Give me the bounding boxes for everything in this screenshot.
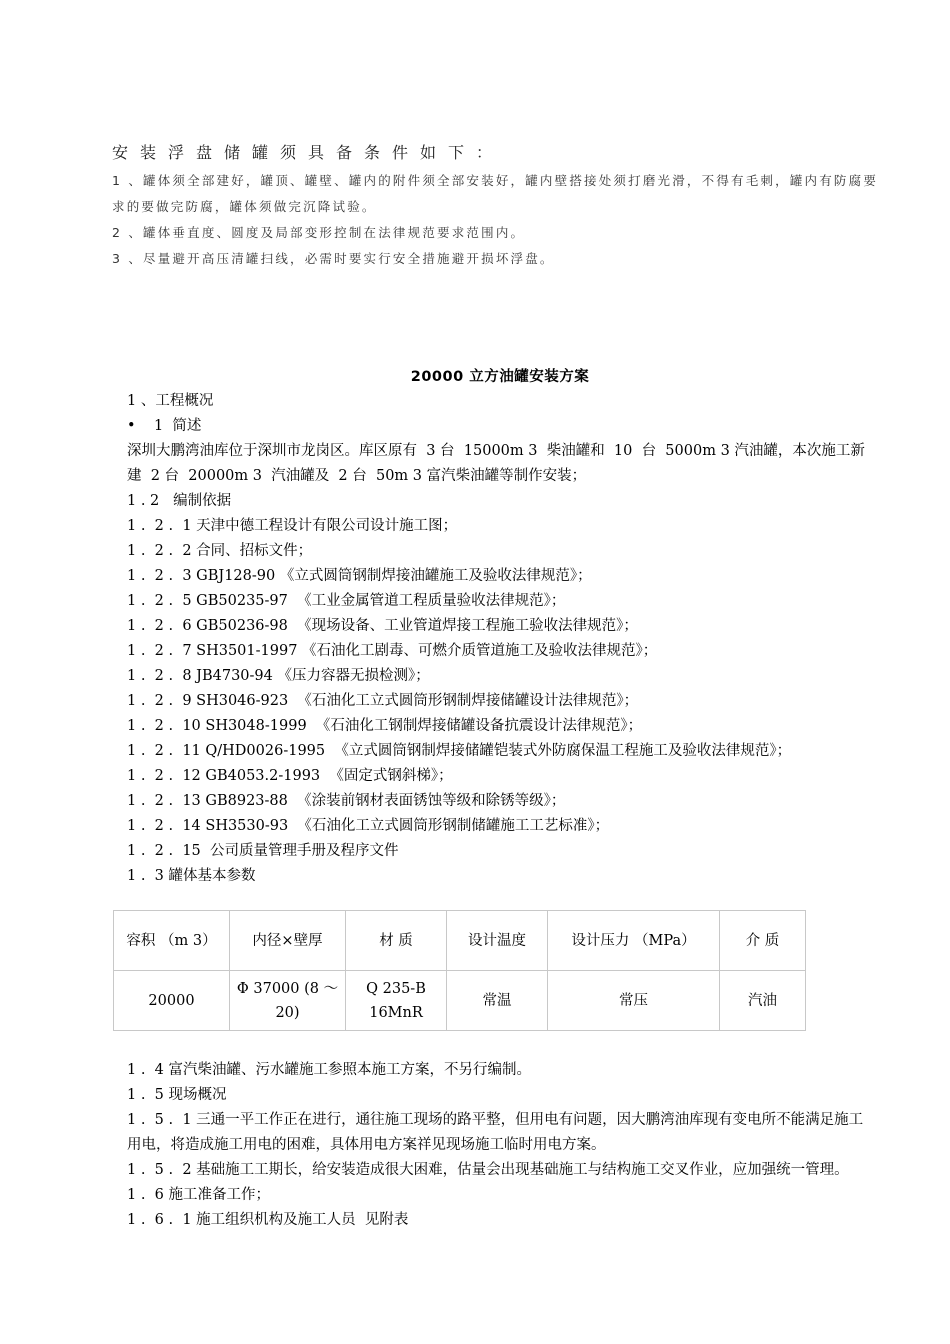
- conditions-heading: 安装浮盘储罐须具备条件如下：: [112, 143, 505, 162]
- reference-item: 1 . 2 . 2 合同、招标文件；: [127, 543, 313, 559]
- header-cell-volume: 容积 （m 3）: [114, 911, 230, 971]
- cell-medium: 汽油: [720, 971, 806, 1031]
- reference-item: 1 . 2 . 3 GBJ128-90 《立式圆筒钢制焊接油罐施工及验收法律规范》；: [127, 568, 592, 584]
- reference-item: 1 . 2 . 11 Q/HD0026-1995 《立式圆筒钢制焊接储罐铠装式外防腐保温工程施工及验收法律规范》；: [127, 743, 792, 759]
- reference-item: 1 . 2 . 7 SH3501-1997 《石油化工剧毒、可燃介质管道施工及验收法律规范》；: [127, 643, 658, 659]
- header-cell-temperature: 设计温度: [447, 911, 548, 971]
- table-row: [114, 971, 806, 1031]
- table-header-row: [114, 911, 806, 971]
- reference-item: 1 . 2 . 6 GB50236-98 《现场设备、工业管道焊接工程施工验收法律规范》；: [127, 618, 638, 634]
- document-body: [127, 389, 869, 889]
- tank-conditions-section: [112, 140, 882, 272]
- reference-item: 1 . 2 . 1 天津中德工程设计有限公司设计施工图；: [127, 518, 458, 534]
- subsection-heading: • 1 简述: [127, 418, 202, 434]
- condition-item: 2 、罐体垂直度、圆度及局部变形控制在法律规范要求范围内。: [112, 225, 526, 240]
- document-body-continued: [127, 1058, 869, 1233]
- header-cell-diameter: 内径×壁厚: [230, 911, 346, 971]
- condition-item: 3 、尽量避开高压清罐扫线，必需时要实行安全措施避开损坏浮盘。: [112, 251, 555, 266]
- section-heading: 1 、工程概况: [127, 393, 214, 409]
- tank-parameters-table: [113, 910, 806, 1031]
- condition-item: 1 、罐体须全部建好，罐顶、罐壁、罐内的附件须全部安装好，罐内壁搭接处须打磨光滑，不得有毛刺，罐内有防腐要求的要做完防腐，罐体须做完沉降试验。: [112, 173, 879, 214]
- reference-item: 1 . 2 . 14 SH3530-93 《石油化工立式圆筒形钢制储罐施工工艺标准》；: [127, 818, 610, 834]
- cell-pressure: 常压: [548, 971, 720, 1031]
- paragraph: 深圳大鹏湾油库位于深圳市龙岗区。库区原有 3 台 15000m 3 柴油罐和 10 台 5000m 3 汽油罐，本次施工新建 2 台 20000m 3 汽油罐及 2 台 50m 3 富汽柴油罐等制作安装；: [127, 443, 865, 484]
- header-cell-material: 材 质: [346, 911, 447, 971]
- paragraph: 1 . 5 . 2 基础施工工期长，给安装造成很大困难，估量会出现基础施工与结构施工交叉作业，应加强统一管理。: [127, 1162, 849, 1178]
- subsection-heading: 1 . 3 罐体基本参数: [127, 868, 256, 884]
- cell-diameter: Φ 37000 (8 ～ 20): [230, 971, 346, 1031]
- subsection-heading: 1 . 6 施工准备工作；: [127, 1187, 270, 1203]
- document-title: 20000 立方油罐安装方案: [410, 369, 590, 385]
- reference-item: 1 . 2 . 5 GB50235-97 《工业金属管道工程质量验收法律规范》；: [127, 593, 566, 609]
- paragraph: 1 . 5 . 1 三通一平工作正在进行，通往施工现场的路平整，但用电有问题，因大鹏湾油库现有变电所不能满足施工用电，将造成施工用电的困难，具体用电方案祥见现场施工临时用电方案。: [127, 1112, 864, 1153]
- reference-item: 1 . 2 . 12 GB4053.2-1993 《固定式钢斜梯》；: [127, 768, 453, 784]
- header-cell-medium: 介 质: [720, 911, 806, 971]
- cell-volume: 20000: [114, 971, 230, 1031]
- cell-material: Q 235-B 16MnR: [346, 971, 447, 1031]
- reference-item: 1 . 2 . 13 GB8923-88 《涂装前钢材表面锈蚀等级和除锈等级》；: [127, 793, 566, 809]
- header-cell-pressure: 设计压力 （MPa）: [548, 911, 720, 971]
- cell-temperature: 常温: [447, 971, 548, 1031]
- reference-item: 1 . 2 . 8 JB4730-94 《压力容器无损检测》；: [127, 668, 430, 684]
- reference-item: 1 . 2 . 10 SH3048-1999 《石油化工钢制焊接储罐设备抗震设计法律规范》；: [127, 718, 643, 734]
- reference-item: 1 . 2 . 9 SH3046-923 《石油化工立式圆筒形钢制焊接储罐设计法律规范》；: [127, 693, 639, 709]
- paragraph: 1 . 4 富汽柴油罐、污水罐施工参照本施工方案，不另行编制。: [127, 1062, 531, 1078]
- subsection-heading: 1 . 5 现场概况: [127, 1087, 227, 1103]
- reference-item: 1 . 2 . 15 公司质量管理手册及程序文件: [127, 843, 399, 859]
- subsection-heading: 1 . 2 编制依据: [127, 493, 232, 509]
- paragraph: 1 . 6 . 1 施工组织机构及施工人员 见附表: [127, 1212, 409, 1228]
